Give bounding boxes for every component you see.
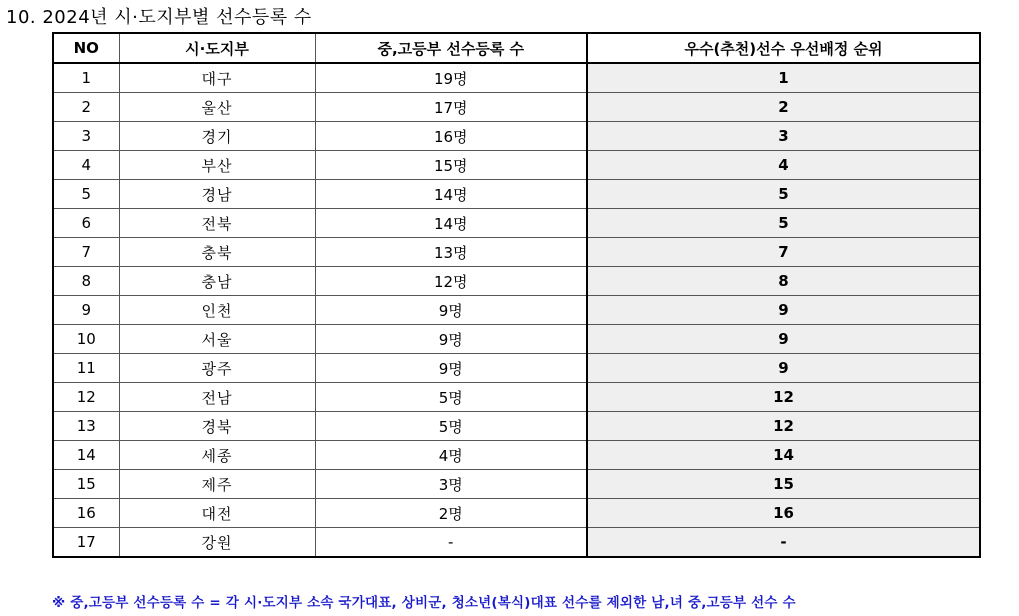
cell-region: 충북	[119, 238, 315, 267]
cell-count: -	[315, 528, 587, 558]
cell-region: 대전	[119, 499, 315, 528]
table-row	[53, 296, 980, 325]
cell-region: 세종	[119, 441, 315, 470]
cell-count: 14명	[315, 209, 587, 238]
table-row	[53, 499, 980, 528]
cell-count: 19명	[315, 63, 587, 93]
cell-no: 3	[53, 122, 119, 151]
table-row	[53, 209, 980, 238]
table-row	[53, 180, 980, 209]
footnote: ※ 중,고등부 선수등록 수 = 각 시·도지부 소속 국가대표, 상비군, 청소년(복식)대표 선수를 제외한 남,녀 중,고등부 선수 수	[52, 595, 796, 611]
cell-rank: 2	[587, 93, 980, 122]
cell-count: 9명	[315, 354, 587, 383]
cell-no: 7	[53, 238, 119, 267]
cell-region: 대구	[119, 63, 315, 93]
cell-no: 6	[53, 209, 119, 238]
cell-no: 1	[53, 63, 119, 93]
cell-rank: 3	[587, 122, 980, 151]
registration-table	[52, 32, 981, 558]
cell-region: 경기	[119, 122, 315, 151]
cell-no: 9	[53, 296, 119, 325]
table-row	[53, 383, 980, 412]
table-row	[53, 238, 980, 267]
cell-region: 서울	[119, 325, 315, 354]
cell-no: 10	[53, 325, 119, 354]
cell-count: 15명	[315, 151, 587, 180]
cell-region: 전북	[119, 209, 315, 238]
cell-rank: 14	[587, 441, 980, 470]
cell-count: 9명	[315, 325, 587, 354]
table-row	[53, 528, 980, 558]
table-row	[53, 412, 980, 441]
cell-count: 17명	[315, 93, 587, 122]
cell-rank: 4	[587, 151, 980, 180]
cell-region: 부산	[119, 151, 315, 180]
header-count: 중,고등부 선수등록 수	[315, 33, 587, 63]
cell-no: 8	[53, 267, 119, 296]
cell-rank: 16	[587, 499, 980, 528]
cell-rank: 5	[587, 209, 980, 238]
cell-rank: 5	[587, 180, 980, 209]
cell-no: 16	[53, 499, 119, 528]
cell-no: 13	[53, 412, 119, 441]
cell-count: 2명	[315, 499, 587, 528]
cell-region: 전남	[119, 383, 315, 412]
cell-count: 9명	[315, 296, 587, 325]
cell-count: 4명	[315, 441, 587, 470]
cell-no: 14	[53, 441, 119, 470]
cell-no: 4	[53, 151, 119, 180]
table-body	[53, 63, 980, 557]
cell-region: 인천	[119, 296, 315, 325]
table-row	[53, 122, 980, 151]
table-row	[53, 93, 980, 122]
cell-region: 광주	[119, 354, 315, 383]
cell-rank: 8	[587, 267, 980, 296]
document-heading: 10. 2024년 시·도지부별 선수등록 수	[6, 7, 312, 28]
cell-region: 강원	[119, 528, 315, 558]
cell-region: 경북	[119, 412, 315, 441]
cell-rank: 15	[587, 470, 980, 499]
cell-no: 11	[53, 354, 119, 383]
cell-rank: 9	[587, 354, 980, 383]
cell-rank: -	[587, 528, 980, 558]
cell-count: 3명	[315, 470, 587, 499]
registration-table-container	[52, 32, 979, 558]
cell-count: 12명	[315, 267, 587, 296]
cell-region: 충남	[119, 267, 315, 296]
cell-region: 경남	[119, 180, 315, 209]
table-row	[53, 63, 980, 93]
cell-count: 5명	[315, 412, 587, 441]
table-row	[53, 325, 980, 354]
cell-no: 15	[53, 470, 119, 499]
cell-no: 12	[53, 383, 119, 412]
cell-count: 5명	[315, 383, 587, 412]
cell-rank: 7	[587, 238, 980, 267]
cell-rank: 1	[587, 63, 980, 93]
cell-no: 2	[53, 93, 119, 122]
cell-rank: 12	[587, 412, 980, 441]
cell-rank: 12	[587, 383, 980, 412]
cell-count: 14명	[315, 180, 587, 209]
cell-region: 제주	[119, 470, 315, 499]
cell-no: 5	[53, 180, 119, 209]
header-rank: 우수(추천)선수 우선배정 순위	[587, 33, 980, 63]
table-header-row	[53, 33, 980, 63]
header-no: NO	[53, 33, 119, 63]
cell-count: 13명	[315, 238, 587, 267]
table-row	[53, 354, 980, 383]
cell-rank: 9	[587, 296, 980, 325]
header-region: 시·도지부	[119, 33, 315, 63]
table-row	[53, 470, 980, 499]
cell-no: 17	[53, 528, 119, 558]
table-row	[53, 151, 980, 180]
table-row	[53, 441, 980, 470]
cell-rank: 9	[587, 325, 980, 354]
cell-region: 울산	[119, 93, 315, 122]
table-row	[53, 267, 980, 296]
cell-count: 16명	[315, 122, 587, 151]
